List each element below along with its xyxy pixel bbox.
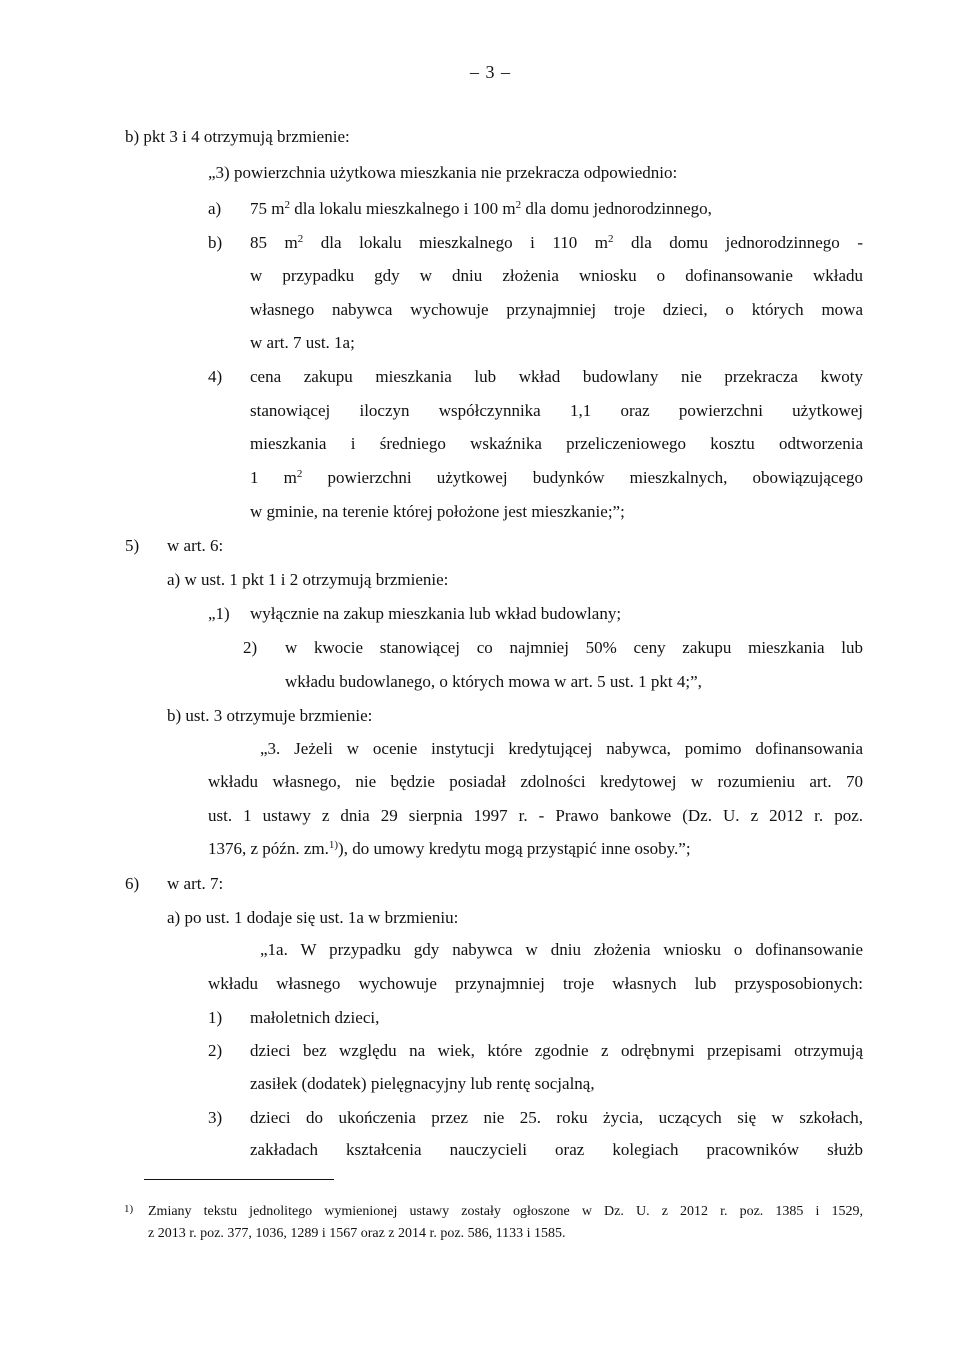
- list-item-text: wyłącznie na zakup mieszkania lub wkład budowlany;: [250, 604, 622, 623]
- list-item-text: w kwocie stanowiącej co najmniej 50% ceny zakupu mieszkania lub: [285, 638, 863, 657]
- amendment-heading: b) pkt 3 i 4 otrzymują brzmienie:: [125, 127, 350, 146]
- point-marker: 5): [125, 536, 140, 555]
- paragraph-text: wkładu własnego, nie będzie posiadał zdolności kredytowej w rozumieniu art. 70: [208, 772, 863, 791]
- list-marker: a): [208, 199, 222, 218]
- list-marker: 3): [208, 1108, 223, 1127]
- list-item-text: mieszkania i średniego wskaźnika przeliczeniowego kosztu odtworzenia: [250, 434, 863, 453]
- list-item-text: wkładu budowlanego, o których mowa w art. 5 ust. 1 pkt 4;”,: [285, 672, 702, 691]
- list-marker: 1): [208, 1008, 223, 1027]
- paragraph-text: wkładu własnego wychowuje przynajmniej troje własnych lub przysposobionych:: [208, 974, 863, 993]
- list-marker: 4): [208, 367, 223, 386]
- list-marker: 2): [243, 638, 258, 657]
- list-item-text: w przypadku gdy w dniu złożenia wniosku o dofinansowanie wkładu: [250, 266, 863, 285]
- list-item-text: 75 $m^2$ dla lokalu mieszkalnego i 100 $m^2$ dla domu jednorodzinnego,: [250, 199, 712, 218]
- page-number: – 3 –: [470, 62, 511, 82]
- footnote-separator: [144, 1179, 334, 1180]
- paragraph-text: „3. Jeżeli w ocenie instytucji kredytującej nabywca, pomimo dofinansowania: [260, 739, 863, 758]
- list-item-text: zakładach kształcenia nauczycieli oraz kolegiach pracowników służb: [250, 1140, 863, 1159]
- list-item-text: małoletnich dzieci,: [250, 1008, 380, 1027]
- point-marker: 6): [125, 874, 140, 893]
- list-item-text: 1 $m^2$ powierzchni użytkowej budynków mieszkalnych, obowiązującego: [250, 468, 863, 487]
- list-item-text: w art. 7 ust. 1a;: [250, 333, 355, 352]
- footnote-reference: 1): [328, 839, 339, 851]
- footnote-text: z 2013 r. poz. 377, 1036, 1289 i 1567 oraz z 2014 r. poz. 586, 1133 i 1585.: [148, 1226, 566, 1241]
- footnote-text: Zmiany tekstu jednolitego wymienionej ustawy zostały ogłoszone w Dz. U. z 2012 r. poz. 1385 i 1529,: [148, 1204, 863, 1219]
- list-item-text: zasiłek (dodatek) pielęgnacyjny lub rentę socjalną,: [250, 1074, 595, 1093]
- paragraph-text: „1a. W przypadku gdy nabywca w dniu złożenia wniosku o dofinansowanie: [260, 940, 863, 959]
- list-item-text: własnego nabywca wychowuje przynajmniej troje dzieci, o których mowa: [250, 300, 863, 319]
- list-marker: b): [208, 233, 223, 252]
- point-text: w art. 7:: [167, 874, 224, 893]
- amendment-heading: a) w ust. 1 pkt 1 i 2 otrzymują brzmienie:: [167, 570, 449, 589]
- list-item-text: cena zakupu mieszkania lub wkład budowlany nie przekracza kwoty: [250, 367, 863, 386]
- list-item-text: stanowiącej iloczyn współczynnika 1,1 oraz powierzchni użytkowej: [250, 401, 863, 420]
- list-item-text: 85 $m^2$ dla lokalu mieszkalnego i 110 $m^2$ dla domu jednorodzinnego -: [250, 233, 863, 252]
- amendment-heading: a) po ust. 1 dodaje się ust. 1a w brzmieniu:: [167, 908, 459, 927]
- point-text: w art. 6:: [167, 536, 224, 555]
- list-marker: 2): [208, 1041, 223, 1060]
- paragraph-text: ust. 1 ustawy z dnia 29 sierpnia 1997 r. - Prawo bankowe (Dz. U. z 2012 r. poz.: [208, 806, 863, 825]
- paragraph-text: 1376, z późn. zm.$^{1)}$), do umowy kredytu mogą przystąpić inne osoby.”;: [208, 839, 691, 858]
- amendment-heading: b) ust. 3 otrzymuje brzmienie:: [167, 706, 373, 725]
- list-item-text: dzieci bez względu na wiek, które zgodnie z odrębnymi przepisami otrzymują: [250, 1041, 863, 1060]
- list-marker: „1): [208, 604, 230, 623]
- quote-item-3-intro: „3) powierzchnia użytkowa mieszkania nie przekracza odpowiednio:: [208, 163, 678, 182]
- list-item-text: w gminie, na terenie której położone jest mieszkanie;”;: [250, 502, 625, 521]
- footnote-marker: 1): [124, 1203, 134, 1215]
- list-item-text: dzieci do ukończenia przez nie 25. roku życia, uczących się w szkołach,: [250, 1108, 863, 1127]
